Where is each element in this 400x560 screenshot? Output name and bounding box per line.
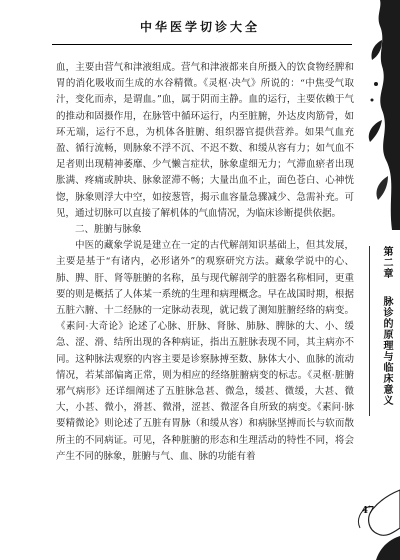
ink-landscape-decoration xyxy=(352,0,400,230)
book-title: 中华医学切诊大全 xyxy=(139,20,260,34)
page-number: 47 xyxy=(361,506,375,516)
body-text xyxy=(56,60,354,465)
paragraph-organs: 中医的藏象学说是建立在一定的古代解剖知识基础上，但其发展，主要是基于“有诸内，必形诸外”的观察研究方法。藏象学说中的心、肺、脾、肝、肾等脏腑的名称，虽与现代解剖学的脏器名称相同，更重要的则是概括了人体某一系统的生理和病理概念。早在战国时期，根据五脏六腑、十二经脉的一定脉动表现，就记载了测知脏腑经络的病变。《素问·大奇论》论述了心脉、肝脉、肾脉、肺脉、脾脉的大、小、缓急、涩、滑、结所出现的各种病证，指出五脏脉表现不同，其主病亦不同。这种脉法观察的内容主要是诊察脉搏至数、脉体大小、血脉的流动情况，若某部偏离正常，则为相应的经络脏腑病变的标志。《灵枢·脏腑邪气病形》还详细阐述了五脏脉急甚、微急，缓甚、微缓，大甚、微大，小甚、微小，滑甚、微滑，涩甚、微涩各自所致的病变。《素问·脉要精微论》则论述了五脏有胃脉（和缓从容）和病脉坚搏而长与软而散所主的不同病证。可见，各种脏腑的形态和生理活动的特性不同，将会产生不同的脉象，脏腑与气、血、脉的功能有着 xyxy=(56,240,354,462)
section-heading: 二、脏腑与脉象 xyxy=(75,224,142,236)
chapter-number: 第二章 xyxy=(381,246,392,279)
chapter-title: 脉诊的原理与临床意义 xyxy=(381,296,392,406)
paragraph-blood: 血，主要由营气和津液组成。营气和津液都来自所摄入的饮食物经脾和胃的消化吸收而生成的水谷精微。《灵枢·决气》所说的：“中焦受气取汁，变化而赤，是谓血。”血，属于阴而主静。血的运行，主要依赖于气的推动和固摄作用，在脉管中循环运行，内至脏腑，外达皮肉筋骨，如环无端，运行不息，为机体各脏腑、组织器官提供营养。如果气血充盈、循行流畅，则脉象不浮不沉、不迟不数、和缓从容有力；如气血不足者则出现精神萎靡、少气懒言症状，脉象虚细无力；气滞血瘀者出现胀满、疼痛或肿块、脉象涩滞不畅；大量出血不止，面色苍白、心神恍惚，脉象则浮大中空，如按葱管，揭示血容量急骤减少、急需补充。可见，通过切脉可以直接了解机体的气血情况，为临床诊断提供依据。 xyxy=(56,62,354,219)
page-header xyxy=(0,0,400,46)
header-divider xyxy=(52,44,352,45)
chapter-divider xyxy=(369,246,370,416)
